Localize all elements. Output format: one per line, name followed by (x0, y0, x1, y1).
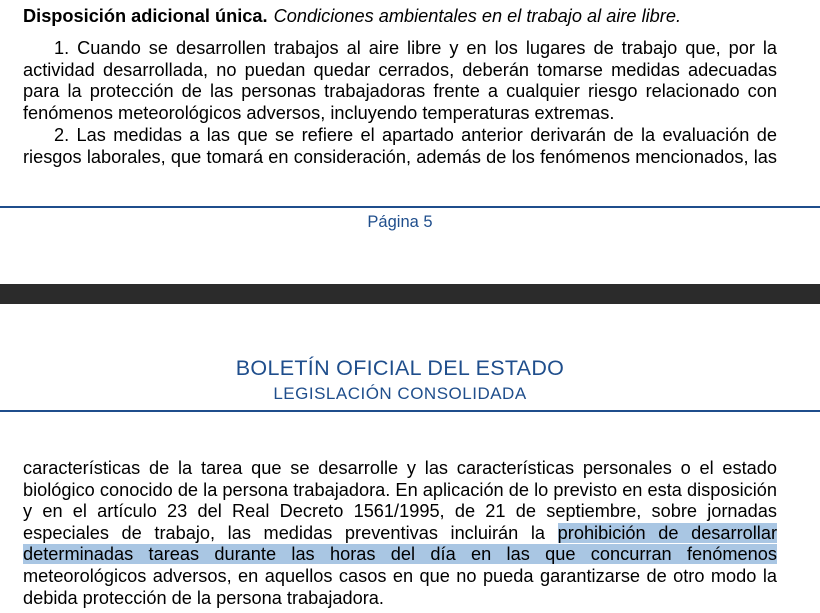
pdf-page-top (0, 0, 820, 284)
text-selection-highlight[interactable]: prohibición de desarrollar determinadas tareas durante las horas del día en las que concurran fenómenos (23, 522, 777, 565)
page-number: Página 5 (367, 213, 433, 231)
section-heading (23, 6, 681, 27)
boe-header-title: BOLETÍN OFICIAL DEL ESTADO (235, 356, 565, 380)
header-rule (0, 410, 820, 412)
boe-header-subtitle: LEGISLACIÓN CONSOLIDADA (273, 384, 527, 403)
paragraph-1: 1. Cuando se desarrollen trabajos al aire libre y en los lugares de trabajo que, por la actividad desarrollada, no puedan quedar cerrados, deberán tomarse medidas adecuadas para la protección de las personas trabajadoras frente a cualquier riesgo relacionado con fenómenos meteorológicos adversos, incluyendo temperaturas extremas. (23, 38, 777, 123)
section-heading-bold: Disposición adicional única. (23, 6, 268, 26)
continuation-text-start: características de la tarea que se desarrolle y las características personales o el estado biológico conocido de la persona trabajadora. En aplicación de lo previsto en esta disposición y en el artículo 23 del Real Decreto 1561/1995, de 21 de septiembre, sobre jornadas especiales de trabajo, las medidas preventivas incluirán la (23, 458, 777, 543)
paragraph-continuation (23, 458, 777, 609)
paragraph-2: 2. Las medidas a las que se refiere el apartado anterior derivarán de la evaluación de riesgos laborales, que tomará en consideración, además de los fenómenos mencionados, las (23, 125, 777, 167)
footer-rule (0, 206, 820, 208)
continuation-text-end: meteorológicos adversos, en aquellos casos en que no pueda garantizarse de otro modo la debida protección de la persona trabajadora. (23, 565, 777, 608)
page-separator (0, 284, 820, 304)
section-heading-italic: Condiciones ambientales en el trabajo al aire libre. (273, 6, 682, 26)
